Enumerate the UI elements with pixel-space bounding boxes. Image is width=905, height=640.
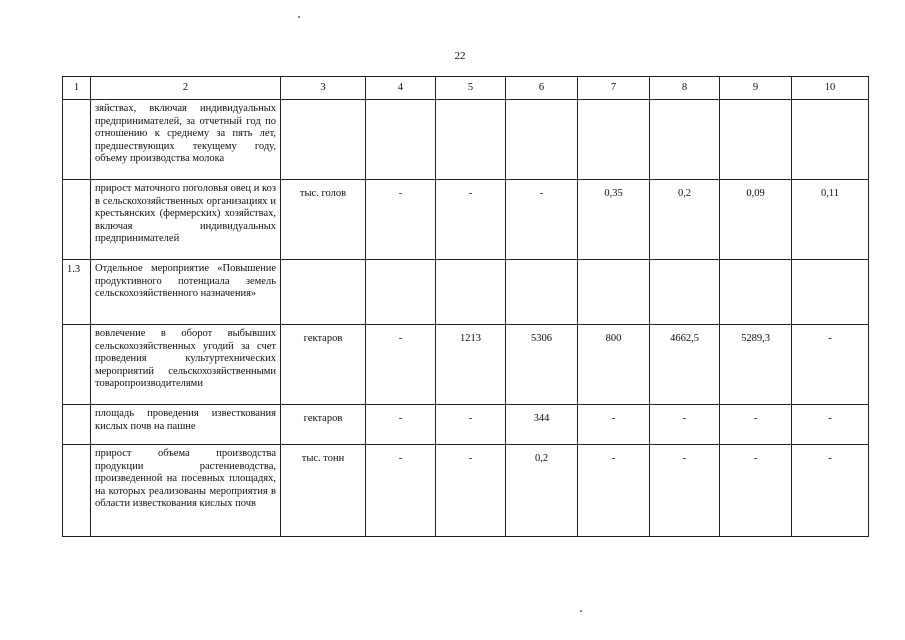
row-value [436,100,506,180]
row-code [63,100,91,180]
header-cell: 10 [792,77,869,100]
row-description: прирост маточного поголовья овец и коз в сельскохозяйственных организациях и крестьянских (фермерских) хозяйствах, включая индивидуальных предпринимателей [91,180,281,260]
row-value: 0,11 [792,180,869,260]
row-value: - [366,445,436,537]
row-unit: тыс. голов [281,180,366,260]
row-value: 800 [578,325,650,405]
row-value [650,100,720,180]
row-code [63,180,91,260]
row-description: вовлечение в оборот выбывших сельскохозяйственных угодий за счет проведения культуртехнических мероприятий сельскохозяйственными товаропроизводителями [91,325,281,405]
table-row [63,260,869,325]
row-value [720,100,792,180]
table-header-row [63,77,869,100]
scan-speck [580,610,582,612]
row-value: 0,2 [506,445,578,537]
table-row [63,445,869,537]
row-value [578,100,650,180]
row-unit: гектаров [281,405,366,445]
row-value: 0,09 [720,180,792,260]
row-value: - [792,405,869,445]
row-value [578,260,650,325]
row-value: - [578,405,650,445]
row-description: площадь проведения известкования кислых почв на пашне [91,405,281,445]
row-value: - [578,445,650,537]
row-value: - [792,325,869,405]
row-description: прирост объема производства продукции растениеводства, произведенной на посевных площадях, на которых реализованы мероприятия в области известкования кислых почв [91,445,281,537]
row-value: - [650,445,720,537]
row-value: - [366,405,436,445]
scan-speck [298,16,300,18]
row-value [366,100,436,180]
row-value [792,100,869,180]
table-row [63,405,869,445]
header-cell: 2 [91,77,281,100]
row-code: 1.3 [63,260,91,325]
header-cell: 1 [63,77,91,100]
row-value: - [720,445,792,537]
header-cell: 4 [366,77,436,100]
row-unit: гектаров [281,325,366,405]
row-value: 344 [506,405,578,445]
header-cell: 5 [436,77,506,100]
row-description: Отдельное мероприятие «Повышение продуктивного потенциала земель сельскохозяйственного назначения» [91,260,281,325]
row-value [506,100,578,180]
row-unit: тыс. тонн [281,445,366,537]
header-cell: 6 [506,77,578,100]
row-code [63,405,91,445]
header-cell: 7 [578,77,650,100]
row-value: - [792,445,869,537]
row-value: - [720,405,792,445]
header-cell: 3 [281,77,366,100]
row-description: зяйствах, включая индивидуальных предпринимателей, за отчетный год по отношению к среднему за пять лет, предшествующих текущему году, объему производства молока [91,100,281,180]
page-number: 22 [454,50,466,62]
row-value: - [436,445,506,537]
row-unit [281,100,366,180]
row-code [63,325,91,405]
row-value: 5306 [506,325,578,405]
row-value: 0,35 [578,180,650,260]
row-value [650,260,720,325]
row-value: - [366,325,436,405]
row-value: - [366,180,436,260]
row-value [436,260,506,325]
row-value: 4662,5 [650,325,720,405]
header-cell: 8 [650,77,720,100]
table-row [63,325,869,405]
row-code [63,445,91,537]
table-row [63,100,869,180]
row-value [720,260,792,325]
row-value [366,260,436,325]
row-value: - [506,180,578,260]
table-row [63,180,869,260]
header-cell: 9 [720,77,792,100]
row-value: 0,2 [650,180,720,260]
report-table [62,76,869,537]
row-value: - [436,180,506,260]
row-value [792,260,869,325]
row-value: 5289,3 [720,325,792,405]
row-value: 1213 [436,325,506,405]
row-value: - [650,405,720,445]
row-value [506,260,578,325]
row-unit [281,260,366,325]
row-value: - [436,405,506,445]
